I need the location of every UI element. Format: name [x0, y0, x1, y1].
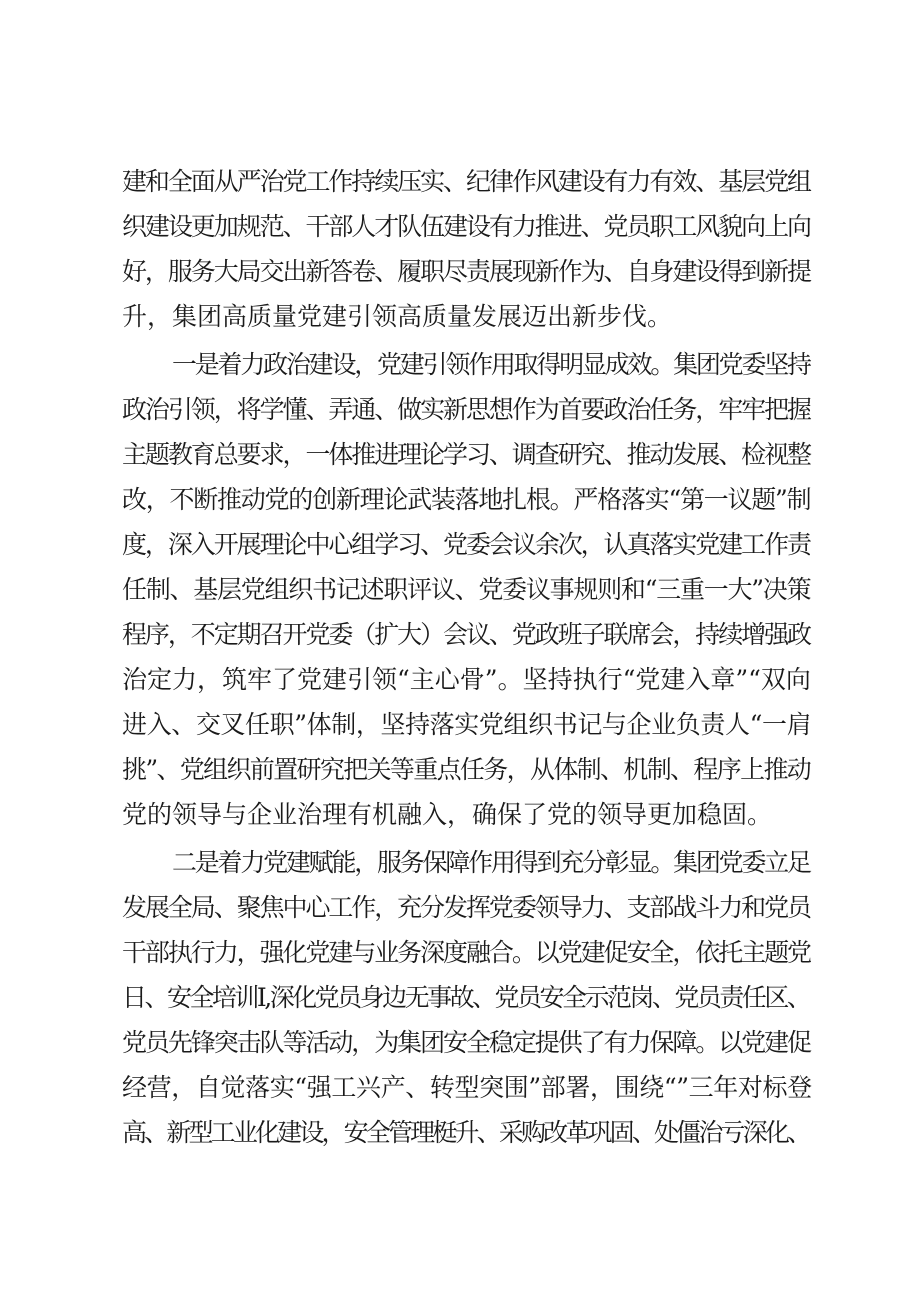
text-line: 挑”、党组织前置研究把关等重点任务，从体制、机制、程序上推动	[122, 755, 811, 784]
text-line: 度，深入开展理论中心组学习、党委会议余次，认真落实党建工作责	[122, 530, 810, 559]
text-line: 建和全面从严治党工作持续压实、纪律作风建设有力有效、基层党组	[122, 167, 810, 196]
text-line: 党员先锋突击队等活动，为集团安全稳定提供了有力保障。以党建促	[122, 1028, 810, 1057]
text-line: 经营，自觉落实“强工兴产、转型突围”部署，围绕“”三年对标登	[122, 1073, 812, 1102]
text-line: 一是着力政治建设，党建引领作用取得明显成效。集团党委坚持	[172, 350, 810, 379]
text-line: 改，不断推动党的创新理论武装落地扎根。严格落实“第一议题”制	[122, 485, 811, 514]
text-line: 党的领导与企业治理有机融入，确保了党的领导更加稳固。	[122, 800, 773, 829]
text-line: 任制、基层党组织书记述职评议、党委议事规则和“三重一大”决策	[122, 575, 811, 604]
text-line: 二是着力党建赋能，服务保障作用得到充分彰显。集团党委立足	[172, 848, 810, 877]
text-line: 好，服务大局交出新答卷、履职尽责展现新作为、自身建设得到新提	[122, 257, 810, 286]
text-line: 主题教育总要求，一体推进理论学习、调查研究、推动发展、检视整	[122, 440, 810, 469]
text-line: 升，集团高质量党建引领高质量发展迈出新步伐。	[122, 302, 673, 331]
text-line: 发展全局、聚焦中心工作，充分发挥党委领导力、支部战斗力和党员	[122, 893, 810, 922]
text-line: 日、安全培训I,深化党员身边无事故、党员安全示范岗、党员责任区、	[122, 983, 810, 1012]
text-line: 进入、交叉任职”体制，坚持落实党组织书记与企业负责人“一肩	[122, 710, 812, 739]
text-line: 高、新型工业化建设，安全管理梃升、采购改革巩固、处僵治亏深化、	[122, 1118, 810, 1147]
text-line: 治定力，筑牢了党建引领“主心骨”。坚持执行“党建入章”“双向	[122, 665, 811, 694]
text-line: 织建设更加规范、干部人才队伍建设有力推进、党员职工风貌向上向	[122, 212, 810, 241]
text-line: 程序，不定期召开党委（扩大）会议、党政班子联席会，持续增强政	[122, 620, 810, 649]
text-line: 干部执行力，强化党建与业务深度融合。以党建促安全，依托主题党	[122, 938, 810, 967]
text-line: 政治引领，将学懂、弄通、做实新思想作为首要政治任务，牢牢把握	[122, 395, 810, 424]
